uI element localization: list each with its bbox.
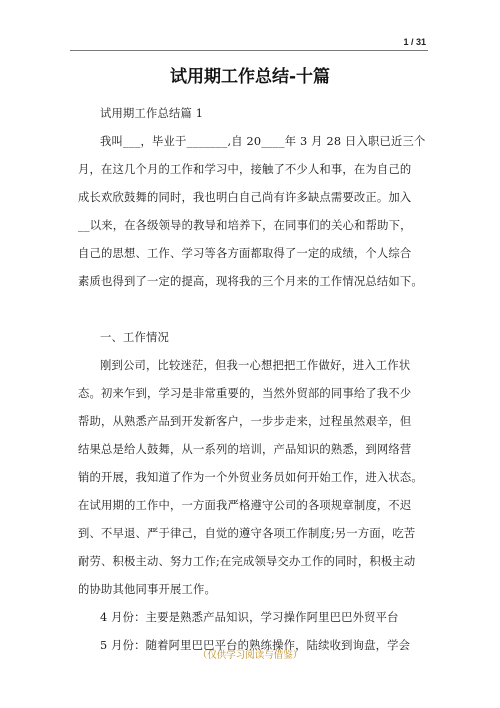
paragraph-line: 在试用期的工作中，一方面我严格遵守公司的各项规章制度，不迟 <box>78 499 412 512</box>
section-heading: 试用期工作总结篇 1 <box>100 107 204 120</box>
paragraph-line: 态。初来乍到，学习是非常重要的，当然外贸部的同事给了我不少 <box>78 387 412 400</box>
paragraph-line: 销的开展，我知道了作为一个外贸业务员如何开始工作，进入状态。 <box>78 471 423 484</box>
paragraph-line: 月，在这几个月的工作和学习中，接触了不少人和事，在为自己的 <box>78 163 412 176</box>
paragraph-line: 我叫___，毕业于_______,自 20____年 3 月 28 日入职已近三个 <box>100 135 426 148</box>
paragraph-line: 素质也得到了一定的提高，现将我的三个月来的工作情况总结如下。 <box>78 275 423 288</box>
page-number: 1 / 31 <box>403 37 426 47</box>
document-title: 试用期工作总结-十篇 <box>169 67 331 87</box>
header-divider <box>70 50 428 51</box>
paragraph-line: 结果总是给人鼓舞，从一系列的培训，产品知识的熟悉，到网络营 <box>78 443 412 456</box>
paragraph-line: 5 月份：随着阿里巴巴平台的熟练操作，陆续收到询盘，学会 <box>100 639 411 652</box>
paragraph-line: 4 月份：主要是熟悉产品知识，学习操作阿里巴巴外贸平台 <box>100 611 399 624</box>
paragraph-line: 耐劳、积极主动、努力工作;在完成领导交办工作的同时，积极主动 <box>78 555 416 568</box>
paragraph-line: 成长欢欣鼓舞的同时，我也明白自己尚有许多缺点需要改正。加入 <box>78 191 412 204</box>
paragraph-line: 到、不早退、严于律己，自觉的遵守各项工作制度;另一方面，吃苦 <box>78 527 416 540</box>
paragraph-line: 帮助，从熟悉产品到开发新客户，一步步走来，过程虽然艰辛，但 <box>78 415 412 428</box>
paragraph-line: 的协助其他同事开展工作。 <box>78 583 216 596</box>
paragraph-line: 刚到公司，比较迷茫，但我一心想把把工作做好，进入工作状 <box>100 359 411 372</box>
footer-note: （仅供学习阅读与借鉴） <box>197 650 303 661</box>
paragraph-line: __以来，在各级领导的教导和培养下，在同事们的关心和帮助下， <box>78 219 412 232</box>
document-body <box>78 106 430 666</box>
blank-line <box>100 302 430 330</box>
paragraph-line: 自己的思想、工作、学习等各方面都取得了一定的成绩，个人综合 <box>78 247 412 260</box>
section-heading: 一、工作情况 <box>100 331 169 344</box>
